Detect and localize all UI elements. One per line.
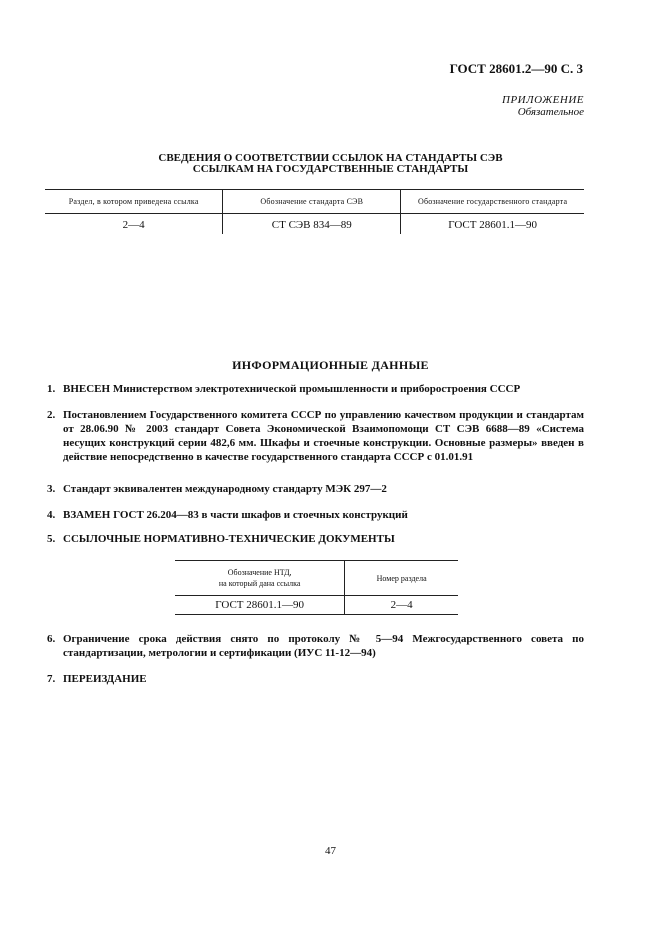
item-text: ПЕРЕИЗДАНИЕ	[63, 673, 147, 685]
item-text: Ограничение срока действия снято по протоколу № 5—94 Межгосударственного совета по стандартизации, метрологии и сертификации (ИУС 11-12—94)	[63, 633, 584, 659]
info-section-title: ИНФОРМАЦИОННЫЕ ДАННЫЕ	[232, 358, 429, 372]
table-header-row	[45, 190, 584, 214]
item-number: 5.	[47, 533, 56, 545]
table-row	[45, 214, 584, 235]
table-cell: ГОСТ 28601.1—90	[175, 596, 345, 615]
table-cell: ГОСТ 28601.1—90	[401, 214, 584, 235]
reference-section-title	[0, 153, 661, 175]
info-item-7	[47, 672, 584, 686]
column-header: Раздел, в котором приведена ссылка	[45, 190, 223, 214]
item-number: 1.	[47, 383, 56, 395]
table-header-row	[175, 561, 458, 596]
info-item-2	[47, 408, 584, 464]
item-number: 2.	[47, 409, 56, 421]
item-text: ВЗАМЕН ГОСТ 26.204—83 в части шкафов и стоечных конструкций	[63, 509, 408, 521]
page-number: 47	[325, 845, 336, 857]
reference-title-line1: СВЕДЕНИЯ О СООТВЕТСТВИИ ССЫЛОК НА СТАНДАРТЫ СЭВ	[158, 152, 503, 164]
appendix-label	[502, 94, 584, 118]
item-text: Постановлением Государственного комитета СССР по управлению качеством продукции и стандартам от 28.06.90 № 2003 стандарт Совета Экономической Взаимопомощи СТ СЭВ 6688—89 «Система несущих конструкций серии 482,6 мм. Шкафы и стоечные конструкции. Основные размеры» введен в действие непосредственно в качестве государственного стандарта СССР с 01.01.91	[63, 409, 584, 463]
column-header: Обозначение государственного стандарта	[401, 190, 584, 214]
table-cell: СТ СЭВ 834—89	[223, 214, 401, 235]
item-text: ВНЕСЕН Министерством электротехнической промышленности и приборостроения СССР	[63, 383, 521, 395]
item-number: 7.	[47, 673, 56, 685]
table-row	[175, 596, 458, 615]
column-header: Номер раздела	[345, 561, 458, 596]
appendix-status: Обязательное	[517, 106, 584, 118]
column-header-line1: Обозначение НТД,	[227, 568, 292, 577]
table-cell: 2—4	[345, 596, 458, 615]
column-header	[175, 561, 345, 596]
appendix-title: ПРИЛОЖЕНИЕ	[502, 94, 584, 106]
reference-table	[45, 189, 584, 234]
info-item-6	[47, 632, 584, 660]
column-header-line2: на который дана ссылка	[218, 579, 301, 588]
info-item-3	[47, 482, 584, 496]
info-item-5	[47, 532, 584, 546]
column-header: Обозначение стандарта СЭВ	[223, 190, 401, 214]
ntd-table	[175, 560, 458, 615]
item-text: ССЫЛОЧНЫЕ НОРМАТИВНО-ТЕХНИЧЕСКИЕ ДОКУМЕНТЫ	[63, 533, 395, 545]
item-number: 3.	[47, 483, 56, 495]
reference-title-line2: ССЫЛКАМ НА ГОСУДАРСТВЕННЫЕ СТАНДАРТЫ	[192, 163, 469, 175]
info-item-4	[47, 508, 584, 522]
document-code-header: ГОСТ 28601.2—90 С. 3	[449, 61, 583, 76]
item-text: Стандарт эквивалентен международному стандарту МЭК 297—2	[63, 483, 387, 495]
item-number: 4.	[47, 509, 56, 521]
item-number: 6.	[47, 633, 56, 645]
table-cell: 2—4	[122, 219, 145, 231]
info-item-1	[47, 382, 584, 396]
